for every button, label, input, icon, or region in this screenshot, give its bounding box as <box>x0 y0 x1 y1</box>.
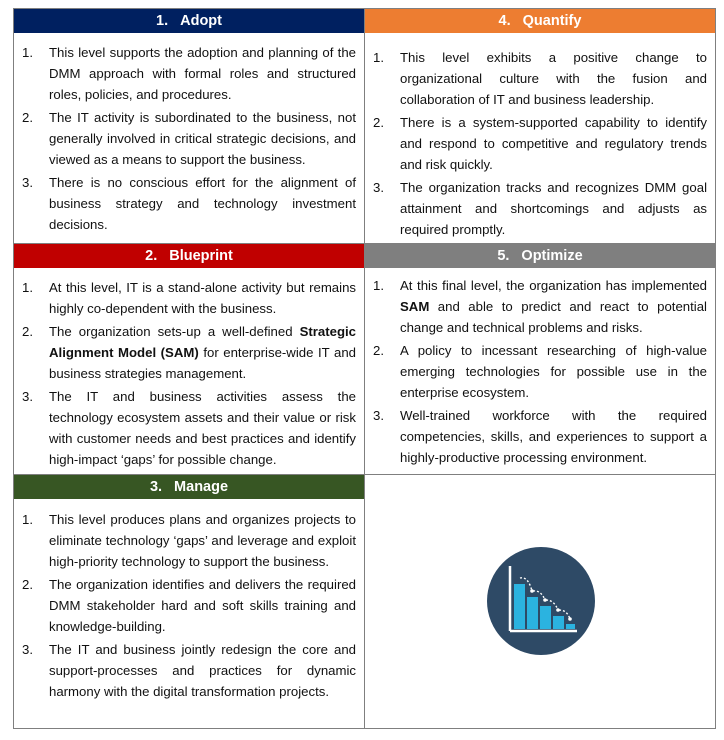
list-item: 3. The organization tracks and recognizes DMM goal attainment and shortcomings and adjusts as required promptly. <box>373 180 707 237</box>
list-item: 2. The IT activity is subordinated to the business, not generally involved in critical strategic decisions, and viewed as a means to support the business. <box>22 110 356 167</box>
optimize-header <box>365 244 715 268</box>
list-item: 1. At this final level, the organization has implemented SAM and able to predict and react to potential change and technical problems and risks. <box>373 278 707 335</box>
optimize-number: 5. <box>497 248 510 264</box>
list-item: 1. This level produces plans and organizes projects to eliminate technology ‘gaps’ and leverage and exploit high-priority technology to support the business. <box>22 512 356 569</box>
list-item: 1. This level exhibits a positive change to organizational culture with the fusion and collaboration of IT and business leadership. <box>373 50 707 107</box>
manage-number: 3. <box>149 479 163 495</box>
list-item: 2. A policy to incessant researching of high-value emerging technologies for possible use in the enterprise ecosystem. <box>373 343 707 400</box>
adopt-list <box>14 42 364 237</box>
manage-list <box>14 509 364 704</box>
blueprint-number: 2. <box>145 248 158 264</box>
list-item: 1. At this level, IT is a stand-alone activity but remains highly co-dependent with the business. <box>22 280 356 316</box>
blueprint-list <box>14 277 364 472</box>
blueprint-panel <box>13 243 365 475</box>
manage-panel <box>13 474 365 729</box>
optimize-panel <box>364 243 716 475</box>
optimize-list <box>365 275 715 470</box>
adopt-header <box>14 9 364 33</box>
quantify-header <box>365 9 715 33</box>
quantify-number: 4. <box>498 13 511 29</box>
adopt-panel <box>13 8 365 244</box>
list-item: 2. The organization sets-up a well-defined Strategic Alignment Model (SAM) for enterprise-wide IT and business strategies management. <box>22 324 357 381</box>
optimize-title: Optimize <box>521 248 583 264</box>
list-item: 3. There is no conscious effort for the alignment of business strategy and technology investment decisions. <box>22 175 356 232</box>
icon-panel <box>364 474 716 729</box>
blueprint-title: Blueprint <box>169 248 233 264</box>
maturity-model-table <box>13 8 716 729</box>
adopt-title: Adopt <box>180 13 222 29</box>
list-item: 3. The IT and business activities assess the technology ecosystem assets and their value or risk with customer needs and best practices and identify high-impact ‘gaps’ for possible change. <box>22 389 356 467</box>
list-item: 3. The IT and business jointly redesign the core and support-processes and practices for dynamic harmony with the digital transformation projects. <box>22 642 356 699</box>
list-item: 3. Well-trained workforce with the required competencies, skills, and experiences to support a highly-productive processing environment. <box>373 408 707 465</box>
manage-title: Manage <box>174 479 229 495</box>
list-item: 2. The organization identifies and delivers the required DMM stakeholder hard and soft skills training and knowledge-building. <box>22 577 356 634</box>
declining-bar-chart-icon <box>486 546 596 661</box>
adopt-number: 1. <box>156 13 169 29</box>
list-item: 2. There is a system-supported capability to identify and respond to competitive and regulatory trends and risk quickly. <box>373 115 707 172</box>
quantify-title: Quantify <box>522 13 582 29</box>
blueprint-header <box>14 244 364 268</box>
list-item: 1. This level supports the adoption and planning of the DMM approach with formal roles and structured roles, policies, and procedures. <box>22 45 356 102</box>
quantify-panel <box>364 8 716 244</box>
manage-header <box>14 475 364 499</box>
quantify-list <box>365 47 715 242</box>
